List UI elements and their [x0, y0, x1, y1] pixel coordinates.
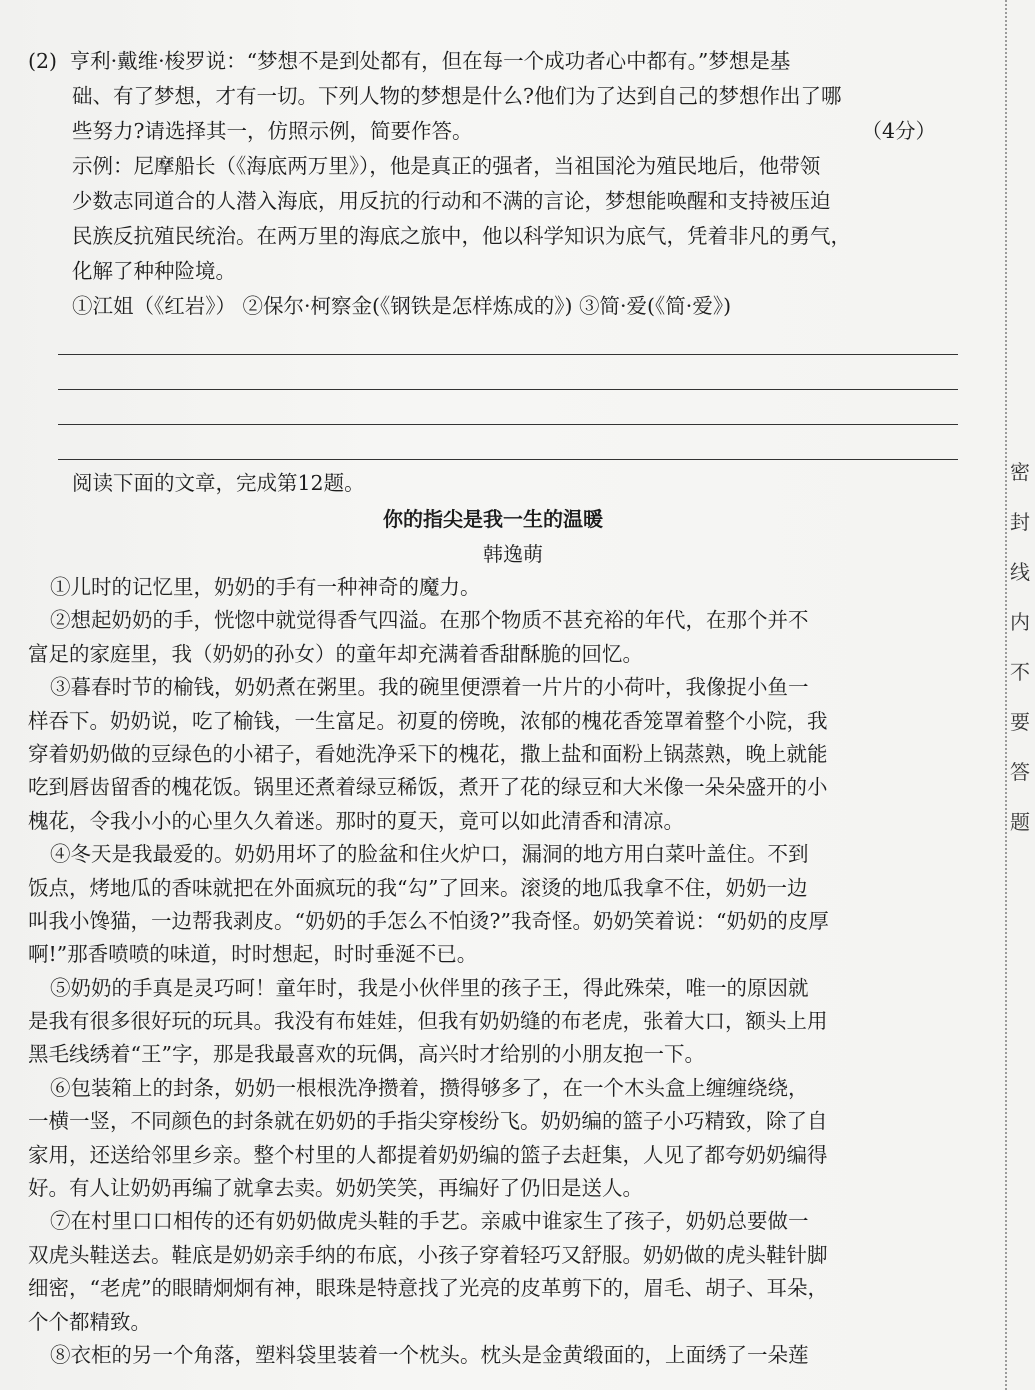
article-author: 韩逸萌: [483, 542, 543, 566]
seal-char: 题: [1010, 810, 1030, 834]
example-line: 示例：尼摩船长（《海底两万里》），他是真正的强者，当祖国沦为殖民地后，他带领: [72, 154, 821, 178]
paragraph: [28, 1072, 938, 1206]
reading-instruction: 阅读下面的文章，完成第12题。: [72, 471, 365, 495]
paragraph-line: 是我有很多很好玩的玩具。我没有布娃娃，但我有奶奶缝的布老虎，张着大口，额头上用: [28, 1009, 828, 1034]
paragraph-line: 吃到唇齿留香的槐花饭。锅里还煮着绿豆稀饭，煮开了花的绿豆和大米像一朵朵盛开的小: [28, 775, 828, 800]
answer-line[interactable]: [58, 320, 958, 355]
question-number: (2): [28, 49, 58, 73]
answer-line[interactable]: [58, 355, 958, 390]
question-line: 础、有了梦想，才有一切。下列人物的梦想是什么?他们为了达到自己的梦想作出了哪: [72, 84, 842, 108]
paragraph-line: 好。有人让奶奶再编了就拿去卖。奶奶笑笑，再编好了仍旧是送人。: [28, 1176, 643, 1201]
paragraph-line: ①儿时的记忆里，奶奶的手有一种神奇的魔力。: [50, 575, 481, 599]
seal-char: 要: [1010, 710, 1030, 734]
example-line: 少数志同道合的人潜入海底，用反抗的行动和不满的言论，梦想能唤醒和支持被压迫: [72, 189, 831, 213]
paragraph-line: ⑦在村里口口相传的还有奶奶做虎头鞋的手艺。亲戚中谁家生了孩子，奶奶总要做一: [50, 1209, 809, 1234]
paragraph-line: 一横一竖，不同颜色的封条就在奶奶的手指尖穿梭纷飞。奶奶编的篮子小巧精致，除了自: [28, 1109, 828, 1134]
question-text: 亨利·戴维·梭罗说：“梦想不是到处都有，但在每一个成功者心中都有。”梦想是基: [69, 49, 791, 73]
character-options: ①江姐（《红岩》） ②保尔·柯察金(《钢铁是怎样炼成的》) ③简·爱(《简·爱》): [72, 294, 732, 318]
paragraph-line: ⑤奶奶的手真是灵巧呵！童年时，我是小伙伴里的孩子王，得此殊荣，唯一的原因就: [50, 975, 809, 1000]
paragraph-line: 富足的家庭里，我（奶奶的孙女）的童年却充满着香甜酥脆的回忆。: [28, 641, 643, 666]
seal-char: 封: [1010, 510, 1030, 534]
question-score: （4分）: [861, 119, 936, 143]
answer-area[interactable]: [28, 320, 938, 460]
example-line: 民族反抗殖民统治。在两万里的海底之旅中，他以科学知识为底气，凭着非凡的勇气，: [72, 224, 851, 248]
paragraph: [28, 571, 938, 604]
paragraph: [28, 671, 938, 838]
paragraph-line: ⑥包装箱上的封条，奶奶一根根洗净攒着，攒得够多了，在一个木头盒上缠缠绕绕，: [50, 1075, 809, 1100]
paragraph-line: 饭点，烤地瓜的香味就把在外面疯玩的我“勾”了回来。滚烫的地瓜我拿不住，奶奶一边: [28, 875, 808, 900]
article-title: 你的指尖是我一生的温暖: [383, 507, 603, 531]
seal-char: 线: [1010, 560, 1030, 584]
seal-warning-vertical: [1008, 462, 1032, 862]
page-content: [28, 44, 938, 1372]
paragraph-line: ③暮春时节的榆钱，奶奶煮在粥里。我的碗里便漂着一片片的小荷叶，我像捉小鱼一: [50, 675, 809, 700]
paragraph-line: 双虎头鞋送去。鞋底是奶奶亲手纳的布底，小孩子穿着轻巧又舒服。奶奶做的虎头鞋针脚: [28, 1242, 828, 1267]
paragraph: [28, 1205, 938, 1339]
paragraph: [28, 604, 938, 671]
seal-dotted-line: [1005, 0, 1007, 1390]
answer-line[interactable]: [58, 390, 958, 425]
paragraph-line: ⑧衣柜的另一个角落，塑料袋里装着一个枕头。枕头是金黄缎面的，上面绣了一朵莲: [50, 1342, 809, 1367]
paragraph-line: 家用，还送给邻里乡亲。整个村里的人都提着奶奶编的篮子去赶集，人见了都夸奶奶编得: [28, 1142, 828, 1167]
answer-line[interactable]: [58, 425, 958, 460]
paragraph-line: ②想起奶奶的手，恍惚中就觉得香气四溢。在那个物质不甚充裕的年代，在那个并不: [50, 608, 809, 633]
example-line: 化解了种种险境。: [72, 259, 236, 283]
paragraph-line: 个个都精致。: [28, 1309, 151, 1334]
paragraph: [28, 972, 938, 1072]
paragraph-line: 槐花，令我小小的心里久久着迷。那时的夏天，竟可以如此清香和清凉。: [28, 808, 684, 833]
seal-char: 密: [1010, 460, 1030, 484]
paragraph-line: 细密，“老虎”的眼睛炯炯有神，眼珠是特意找了光亮的皮革剪下的，眉毛、胡子、耳朵，: [28, 1276, 828, 1301]
seal-char: 不: [1010, 660, 1030, 684]
paragraph: [28, 1339, 938, 1372]
paragraph-line: 样吞下。奶奶说，吃了榆钱，一生富足。初夏的傍晚，浓郁的槐花香笼罩着整个小院，我: [28, 708, 828, 733]
seal-char: 内: [1010, 610, 1030, 634]
paragraph-line: 黑毛线绣着“王”字，那是我最喜欢的玩偶，高兴时才给别的小朋友抱一下。: [28, 1042, 705, 1067]
question-line: [28, 114, 938, 149]
paragraph: [28, 838, 938, 972]
paragraph-line: 穿着奶奶做的豆绿色的小裙子，看她洗净采下的槐花，撒上盐和面粉上锅蒸熟，晚上就能: [28, 741, 828, 766]
question-text: 些努力?请选择其一，仿照示例，简要作答。: [72, 119, 473, 143]
seal-char: 答: [1010, 760, 1030, 784]
paragraph-line: 叫我小馋猫，一边帮我剥皮。“奶奶的手怎么不怕烫?”我奇怪。奶奶笑着说：“奶奶的皮厚: [28, 908, 829, 933]
question-line: [28, 44, 938, 79]
paragraph-line: 啊!”那香喷喷的味道，时时想起，时时垂涎不已。: [28, 942, 478, 967]
paragraph-line: ④冬天是我最爱的。奶奶用坏了的脸盆和住火炉口，漏洞的地方用白菜叶盖住。不到: [50, 842, 809, 867]
